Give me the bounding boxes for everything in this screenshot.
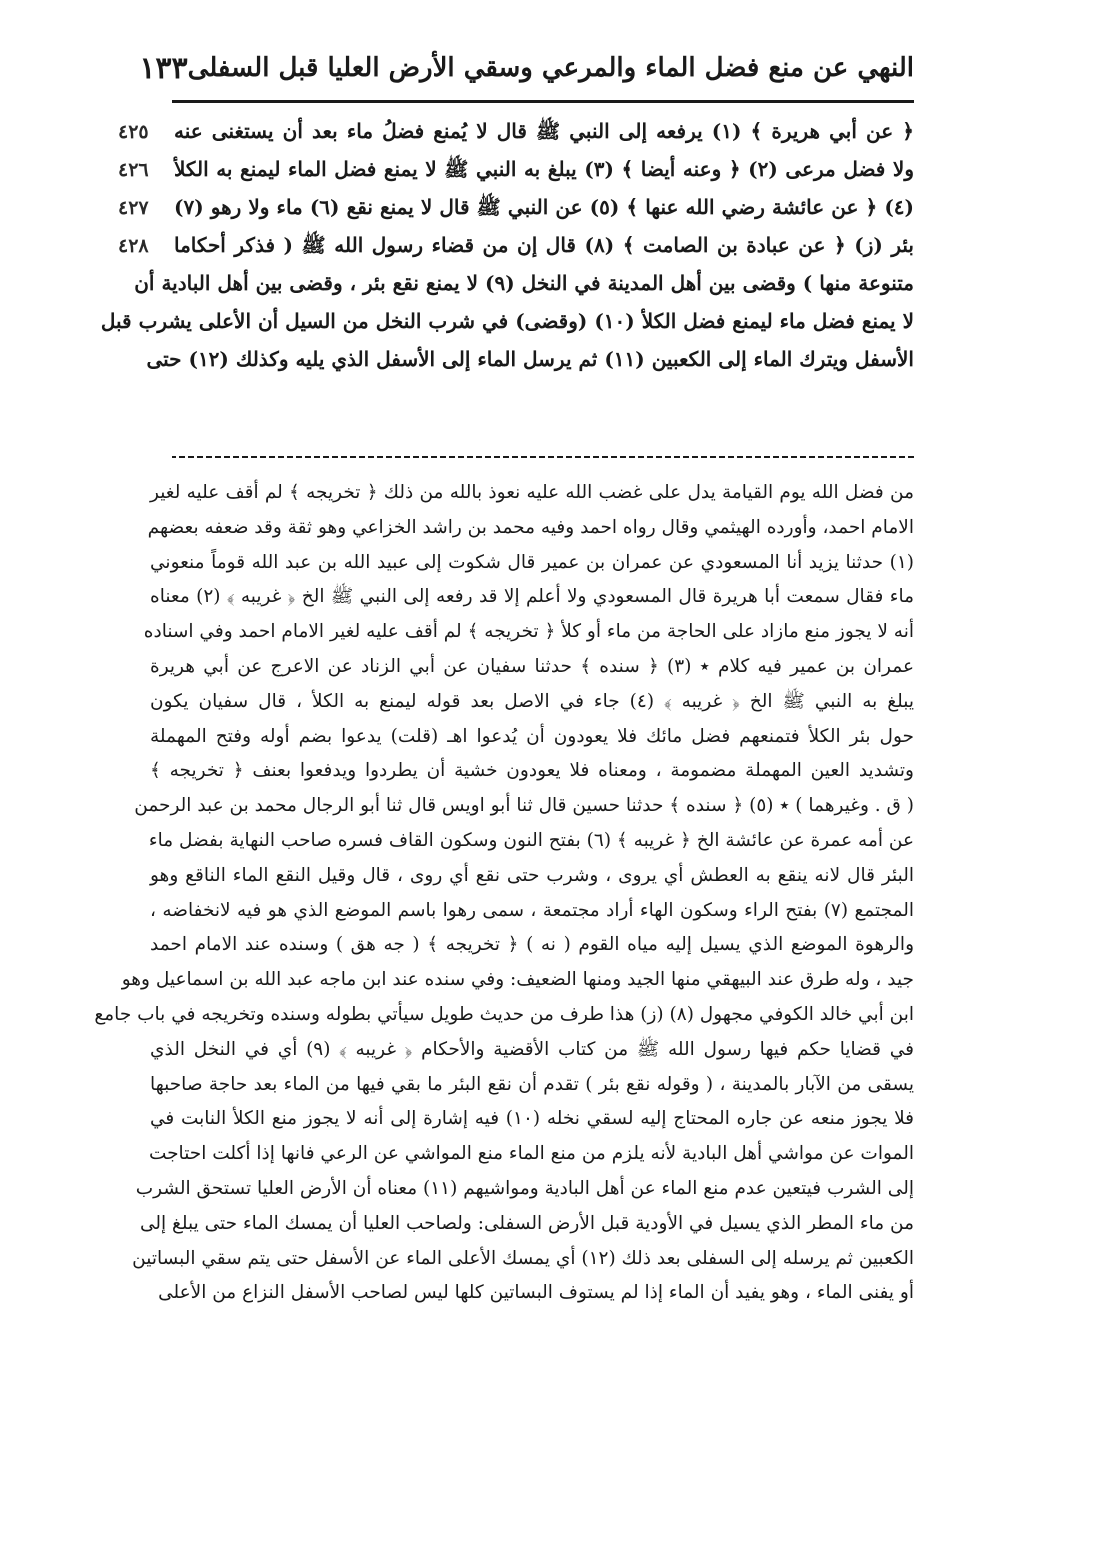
footnote-line: البئر قال لانه ينقع به العطش أي يروى ، وشرب حتى نقع أي روى ، قال وقيل النقع الماء الناقع وهو (150, 864, 914, 886)
footnote-line: ماء فقال سمعت أبا هريرة قال المسعودي ولا أعلم إلا قد رفعه إلى النبي ﷺ الخ ﴿ غريبه ﴾ (٢) معناه (150, 586, 914, 608)
footnote-line: الامام احمد، وأورده الهيثمي وقال رواه احمد وفيه محمد بن راشد الخزاعي وهو ثقة وقد ضعفه بعضهم (147, 516, 914, 538)
hadith-number: ٤٢٥ (118, 121, 149, 143)
main-line (118, 150, 914, 188)
main-line-text: بئر (ز) ﴿ عن عبادة بن الصامت ﴾ (٨) قال إن من قضاء رسول الله ﷺ ( فذكر أحكاما (174, 233, 914, 257)
footnote-line: يسقى من الآبار بالمدينة ، ( وقوله نقع بئر ) تقدم أن نقع البئر ما بقي فيها من الماء بعد حاجة صاحبها (150, 1073, 914, 1095)
header-rule (172, 100, 914, 103)
footnote-line: أنه لا يجوز منع مازاد على الحاجة من ماء أو كلأ ﴿ تخريجه ﴾ لم أقف عليه لغير الامام احمد وفي اسناده (143, 621, 914, 643)
main-line (100, 302, 914, 340)
main-line-text: (٤) ﴿ عن عائشة رضي الله عنها ﴾ (٥) عن النبي ﷺ قال لا يمنع نقع (٦) ماء ولا رهو (٧) (174, 195, 914, 219)
footnote-line: وتشديد العين المهملة مضمومة ، ومعناه فلا يعودون خشية أن يطردوا ويدفعوا بعنف ﴿ تخريجه ﴾ (150, 760, 914, 782)
footnote-line: (١) حدثنا يزيد أنا المسعودي عن عمران بن عمير قال شكوت إلى عبيد الله بن عبد الله قوماً منعوني (150, 551, 914, 573)
main-line-text: متنوعة منها ) وقضى بين أهل المدينة في النخل (٩) لا يمنع نقع بئر ، وقضى بين أهل البادية أن (134, 271, 914, 295)
hadith-number: ٤٢٨ (118, 235, 149, 257)
page-header (139, 44, 914, 92)
footnote-line: في قضايا حكم فيها رسول الله ﷺ من كتاب الأقضية والأحكام ﴿ غريبه ﴾ (٩) أي في النخل الذي (150, 1038, 914, 1060)
main-line (118, 188, 914, 226)
footnote-line: ( ق . وغيرهما ) ٭ (٥) ﴿ سنده ﴾ حدثنا حسين قال ثنا أبو اويس قال ثنا أبو الرجال محمد بن عبد الرحمن (134, 795, 914, 817)
main-line-text: الأسفل ويترك الماء إلى الكعبين (١١) ثم يرسل الماء إلى الأسفل الذي يليه وكذلك (١٢) حتى (146, 347, 914, 371)
footnote-line: يبلغ به النبي ﷺ الخ ﴿ غريبه ﴾ (٤) جاء في الاصل بعد قوله ليمنع به الكلأ ، قال سفيان يكون (150, 690, 914, 712)
footnote-line: من ماء المطر الذي يسيل في الأودية قبل الأرض السفلى: ولصاحب العليا أن يمسك الماء حتى يبلغ إلى (139, 1212, 914, 1234)
footnote-line: جيد ، وله طرق عند البيهقي منها الجيد ومنها الضعيف: وفي سنده عند ابن ماجه عبد الله بن اسماعيل وهو (121, 969, 914, 991)
footnote-line: عن أمه عمرة عن عائشة الخ ﴿ غريبه ﴾ (٦) بفتح النون وسكون القاف فسره صاحب النهاية بفضل ماء (148, 829, 914, 851)
hadith-number: ٤٢٦ (118, 159, 149, 181)
main-line (118, 340, 914, 378)
footnote-line: إلى الشرب فيتعين عدم منع الماء عن أهل البادية ومواشيهم (١١) معناه أن الأرض العليا تستحق الشرب (135, 1177, 914, 1199)
footnote-line: حول بئر الكلأ فتمنعهم فضل مائك فلا يعودون أن يُدعوا اهـ (قلت) يدعوا بضم أوله وفتح المهملة (150, 725, 914, 747)
main-line (118, 264, 914, 302)
footnote-line: الكعبين ثم يرسله إلى السفلى بعد ذلك (١٢) أي يمسك الأعلى الماء عن الأسفل حتى يتم سقي البساتين (132, 1247, 914, 1269)
hadith-number: ٤٢٧ (118, 197, 149, 219)
footnote-line: أو يفنى الماء ، وهو يفيد أن الماء إذا لم يستوف البساتين كلها ليس لصاحب الأسفل النزاع من الأعلى (158, 1282, 914, 1304)
main-line-text: ولا فضل مرعى (٢) ﴿ وعنه أيضا ﴾ (٣) يبلغ به النبي ﷺ لا يمنع فضل الماء ليمنع به الكلأ (174, 157, 915, 181)
page-number: ١٣٣ (139, 50, 188, 86)
main-line (118, 226, 914, 264)
footnote-line: ابن أبي خالد الكوفي مجهول (٨) (ز) هذا طرف من حديث طويل سيأتي بطوله وسنده وتخريجه في باب جامع (94, 1003, 914, 1025)
main-line-text: لا يمنع فضل ماء ليمنع فضل الكلأ (١٠) (وقضى) في شرب النخل من السيل أن الأعلى يشرب قبل (100, 309, 914, 333)
footnote-line: الموات عن مواشي أهل البادية لأنه يلزم من منع الماء منع المواشي عن الرعي فانها إذا أكلت احتاجت (148, 1143, 914, 1165)
page-title: النهي عن منع فضل الماء والمرعي وسقي الأرض العليا قبل السفلى (187, 53, 914, 83)
main-line-text: ﴿ عن أبي هريرة ﴾ (١) يرفعه إلى النبي ﷺ قال لا يُمنع فضلُ ماء بعد أن يستغنى عنه (174, 119, 915, 143)
footnotes-block (94, 476, 914, 1311)
footnote-line: فلا يجوز منعه عن جاره المحتاج إليه لسقي نخله (١٠) فيه إشارة إلى أنه لا يجوز منع الكلأ النابت في (150, 1108, 914, 1130)
main-line (118, 112, 914, 150)
footnote-line: المجتمع (٧) بفتح الراء وسكون الهاء أراد مجتمعة ، سمى رهوا باسم الموضع الذي هو فيه لانخفاضه ، (150, 899, 914, 921)
footnote-line: من فضل الله يوم القيامة يدل على غضب الله عليه نعوذ بالله من ذلك ﴿ تخريجه ﴾ لم أقف عليه لغير (150, 482, 914, 503)
footnote-separator (172, 456, 914, 458)
footnote-line: عمران بن عمير فيه كلام ٭ (٣) ﴿ سنده ﴾ حدثنا سفيان عن أبي الزناد عن الاعرج عن أبي هريرة (150, 655, 914, 677)
footnote-line: والرهوة الموضع الذي يسيل إليه مياه القوم ( نه ) ﴿ تخريجه ﴾ ( جه هق ) وسنده عند الامام احمد (150, 934, 914, 956)
main-text-block (100, 112, 915, 378)
